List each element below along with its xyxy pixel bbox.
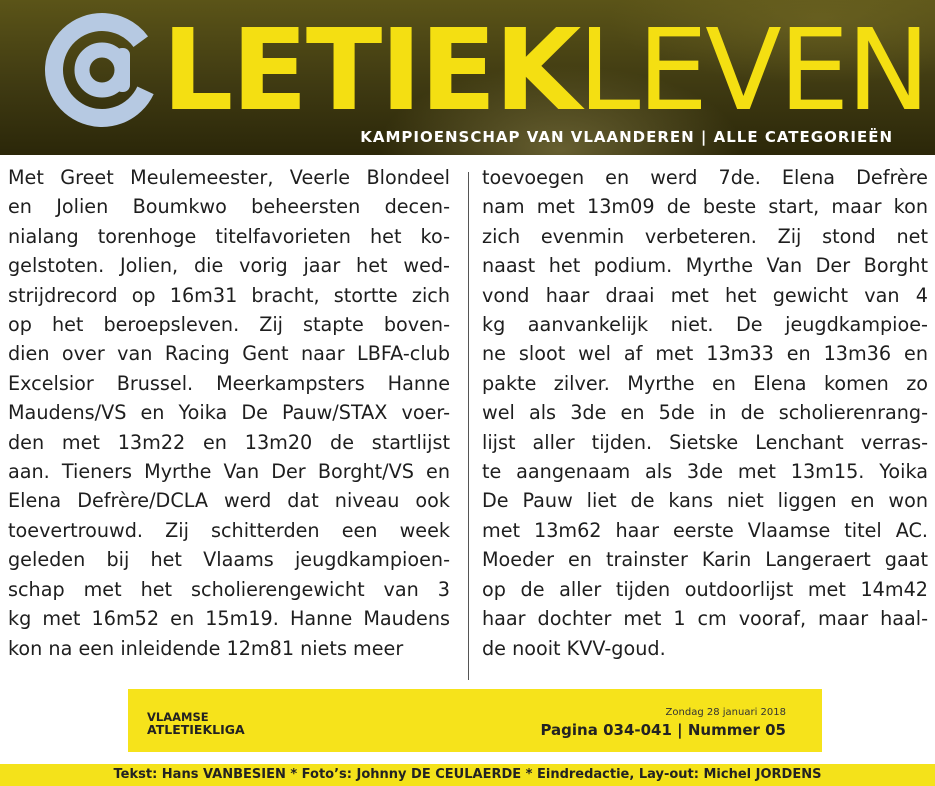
article-line: aan. Tieners Myrthe Van Der Borght/VS en — [8, 460, 450, 484]
article-column-right — [482, 163, 928, 663]
article-line: kon na een inleidende 12m81 niets meer — [8, 636, 404, 660]
footer-date: Zondag 28 januari 2018 — [665, 707, 786, 718]
article-line: naast het podium. Myrthe Van Der Borght — [482, 254, 928, 278]
article-line: Met Greet Meulemeester, Veerle Blondeel — [8, 166, 450, 189]
footer-page-number: Pagina 034-041 | Nummer 05 — [540, 721, 786, 739]
column-divider — [468, 172, 469, 680]
credits-bar — [0, 764, 935, 786]
article-line: wel als 3de en 5de in de scholierenrang- — [482, 401, 928, 425]
article-line: te aangenaam als 3de met 13m15. Yoika — [482, 460, 928, 484]
logo-word-light: LEVEN — [578, 6, 928, 136]
article-line: Moeder en trainster Karin Langeraert gaat — [482, 548, 928, 572]
article-line: op het beroepsleven. Zij stapte boven- — [8, 313, 450, 337]
article-line: Excelsior Brussel. Meerkampsters Hanne — [8, 371, 450, 395]
article-line: strijdrecord op 16m31 bracht, stortte zich — [8, 283, 450, 307]
article-line: nialang torenhoge titelfavorieten het ko- — [8, 224, 450, 248]
article-line: op de aller tijden outdoorlijst met 14m42 — [482, 577, 928, 601]
article-line: lijst aller tijden. Sietske Lenchant verras- — [482, 430, 928, 454]
footer-info-box — [128, 689, 822, 752]
logo-word-bold: LETIEK — [162, 6, 580, 136]
masthead-subtitle: KAMPIOENSCHAP VAN VLAANDEREN | ALLE CATEGORIEËN — [360, 128, 893, 146]
credits-text: Tekst: Hans VANBESIEN * Foto’s: Johnny DE CEULAERDE * Eindredactie, Lay-out: Michel JORDENS — [113, 767, 822, 782]
article-line: toevertrouwd. Zij schitterden een week — [8, 518, 450, 542]
article-line: zich evenmin verbeteren. Zij stond net — [482, 224, 928, 248]
article-line: toevoegen en werd 7de. Elena Defrère — [482, 166, 928, 189]
article-line: den met 13m22 en 13m20 de startlijst — [8, 430, 450, 454]
article-line: Maudens/VS en Yoika De Pauw/STAX voer- — [8, 401, 450, 425]
article-line: nam met 13m09 de beste start, maar kon — [482, 195, 928, 219]
at-sign-logo-icon — [44, 12, 160, 128]
footer-org-line2: ATLETIEKLIGA — [147, 722, 245, 737]
article-line: ne sloot wel af met 13m33 en 13m36 en — [482, 342, 928, 366]
article-column-left — [8, 163, 450, 663]
article-line: kg aanvankelijk niet. De jeugdkampioe- — [482, 313, 928, 337]
article-line: schap met het scholierengewicht van 3 — [8, 577, 450, 601]
article-line: geleden bij het Vlaams jeugdkampioen- — [8, 548, 450, 572]
article-line: vond haar draai met het gewicht van 4 — [482, 283, 928, 307]
article-line: dien over van Racing Gent naar LBFA-club — [8, 342, 450, 366]
article-line: Elena Defrère/DCLA werd dat niveau ook — [8, 489, 450, 513]
article-line: haar dochter met 1 cm vooraf, maar haal- — [482, 607, 928, 631]
article-line: en Jolien Boumkwo beheersten decen- — [8, 195, 450, 219]
article-line: gelstoten. Jolien, die vorig jaar het wed- — [8, 254, 450, 278]
article-line: kg met 16m52 en 15m19. Hanne Maudens — [8, 607, 450, 631]
footer-org-line1: VLAAMSE — [147, 710, 209, 724]
article-line: met 13m62 haar eerste Vlaamse titel AC. — [482, 518, 928, 542]
article-line: pakte zilver. Myrthe en Elena komen zo — [482, 371, 928, 395]
article-line: De Pauw liet de kans niet liggen en won — [482, 489, 928, 513]
masthead-banner — [0, 0, 935, 155]
article-line: de nooit KVV-goud. — [482, 636, 666, 660]
